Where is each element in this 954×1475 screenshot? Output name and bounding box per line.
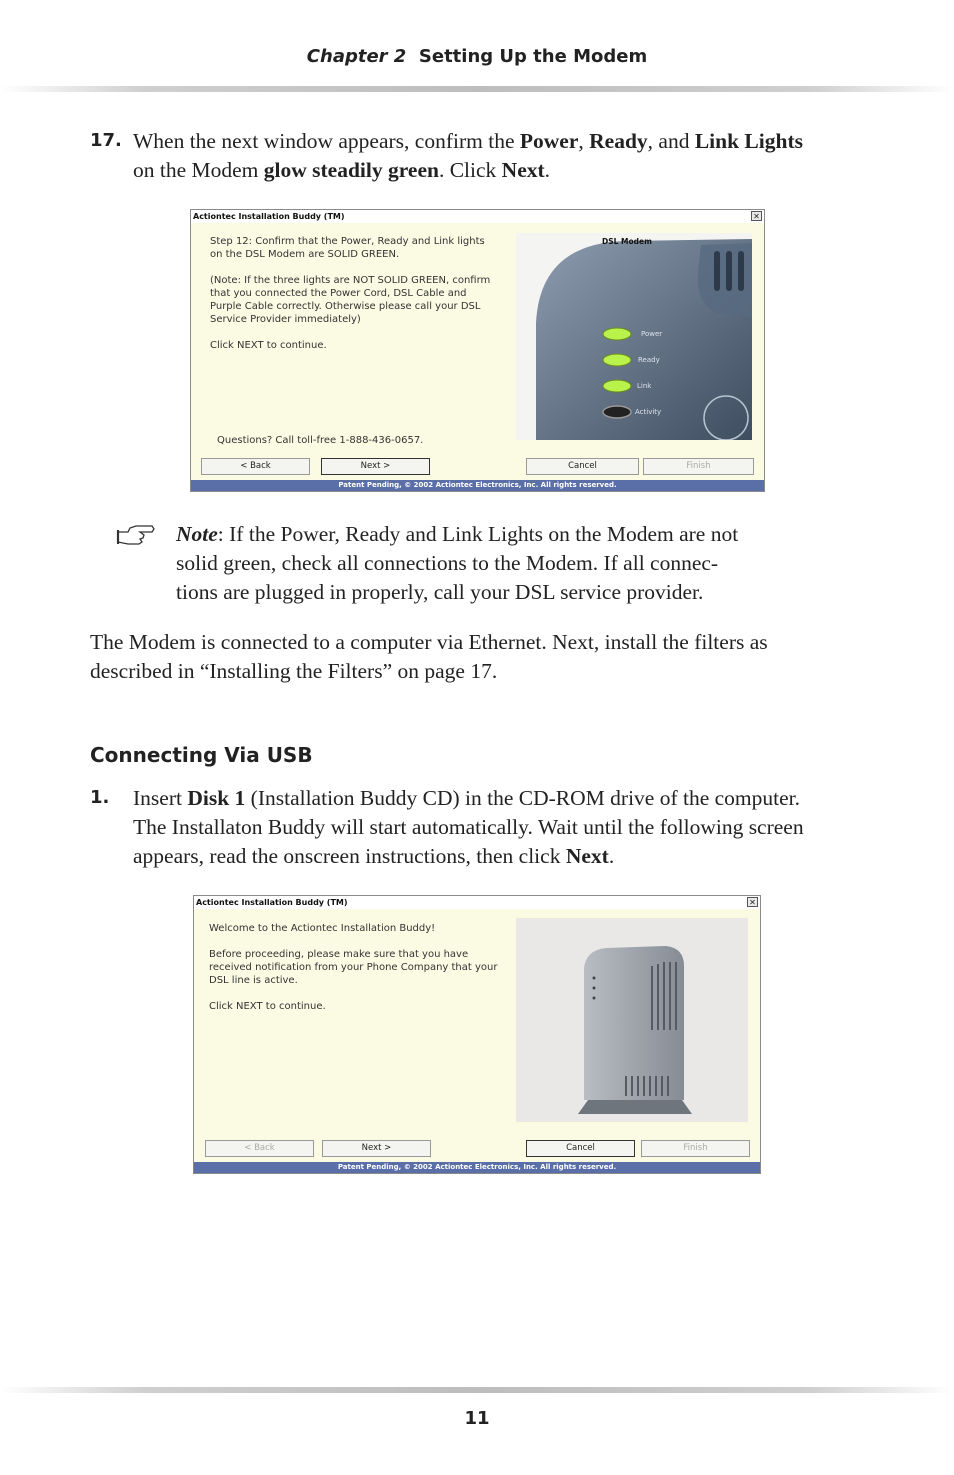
light-label-ready: Ready <box>638 356 660 364</box>
dialog-title: Actiontec Installation Buddy (TM) <box>191 210 764 223</box>
modem-illustration <box>516 233 752 440</box>
image-label-dsl-modem: DSL Modem <box>602 237 652 246</box>
step-17-text: When the next window appears, confirm the Power, Ready, and Link Lights on the Modem glow steadily green. Click Next. <box>133 129 803 182</box>
close-icon[interactable]: ✕ <box>747 897 758 907</box>
dialog-footer: Patent Pending, © 2002 Actiontec Electronics, Inc. All rights reserved. <box>191 480 764 491</box>
light-label-activity: Activity <box>635 408 662 416</box>
close-icon[interactable]: ✕ <box>751 211 762 221</box>
dialog-instructions: Step 12: Confirm that the Power, Ready and Link lights on the DSL Modem are SOLID GREEN. (Note: If the three lights are NOT SOLID GREEN, confirm that you connected the Power Cord, DSL Cable and Purple Cable correctly. Otherwise please call your DSL Service Provider immediately) Click NEXT to continue. <box>210 236 491 351</box>
header-rule <box>0 86 954 92</box>
footer-rule <box>0 1387 954 1393</box>
modem-photo-illustration <box>516 918 748 1122</box>
cancel-button[interactable]: Cancel <box>526 458 639 475</box>
installation-buddy-dialog-step12 <box>190 209 765 492</box>
installation-buddy-dialog-welcome <box>193 895 761 1174</box>
modem-photo <box>516 918 748 1122</box>
modem-lights-image <box>516 233 752 440</box>
cancel-button[interactable]: Cancel <box>526 1140 635 1157</box>
light-label-power: Power <box>641 330 663 338</box>
chapter-label: Chapter 2 <box>306 46 407 67</box>
dialog-title: Actiontec Installation Buddy (TM) <box>194 896 760 909</box>
light-label-link: Link <box>637 382 652 390</box>
back-button[interactable]: < Back <box>201 458 310 475</box>
dialog-instructions: Welcome to the Actiontec Installation Buddy! Before proceeding, please make sure that you have received notification from your Phone Company that your DSL line is active. Click NEXT to continue. <box>209 923 498 1012</box>
step-number-17: 17. <box>90 130 122 151</box>
page-number: 11 <box>464 1408 490 1429</box>
running-header <box>0 46 954 67</box>
note-label: Note <box>176 522 218 546</box>
dialog-questions: Questions? Call toll-free 1-888-436-0657. <box>217 435 424 446</box>
note-text: Note: If the Power, Ready and Link Lights on the Modem are not solid green, check all connections to the Modem. If all connec- tions are plugged in properly, call your DSL service provider. <box>176 522 739 604</box>
finish-button[interactable]: Finish <box>641 1140 750 1157</box>
section-heading: Connecting Via USB <box>90 743 313 767</box>
next-button[interactable]: Next > <box>321 458 430 475</box>
back-button[interactable]: < Back <box>205 1140 314 1157</box>
next-button[interactable]: Next > <box>322 1140 431 1157</box>
ethernet-paragraph: The Modem is connected to a computer via Ethernet. Next, install the filters as described in “Installing the Filters” on page 17. <box>90 630 768 683</box>
finish-button[interactable]: Finish <box>643 458 754 475</box>
dialog-footer: Patent Pending, © 2002 Actiontec Electronics, Inc. All rights reserved. <box>194 1162 760 1173</box>
step-1-text: Insert Disk 1 (Installation Buddy CD) in the CD-ROM drive of the computer. The Installaton Buddy will start automatically. Wait until the following screen appears, read the onscreen instructions, then click Next. <box>133 786 804 868</box>
pointing-hand-icon <box>116 522 162 548</box>
step-number-1: 1. <box>90 787 110 808</box>
chapter-title: Setting Up the Modem <box>418 46 648 67</box>
